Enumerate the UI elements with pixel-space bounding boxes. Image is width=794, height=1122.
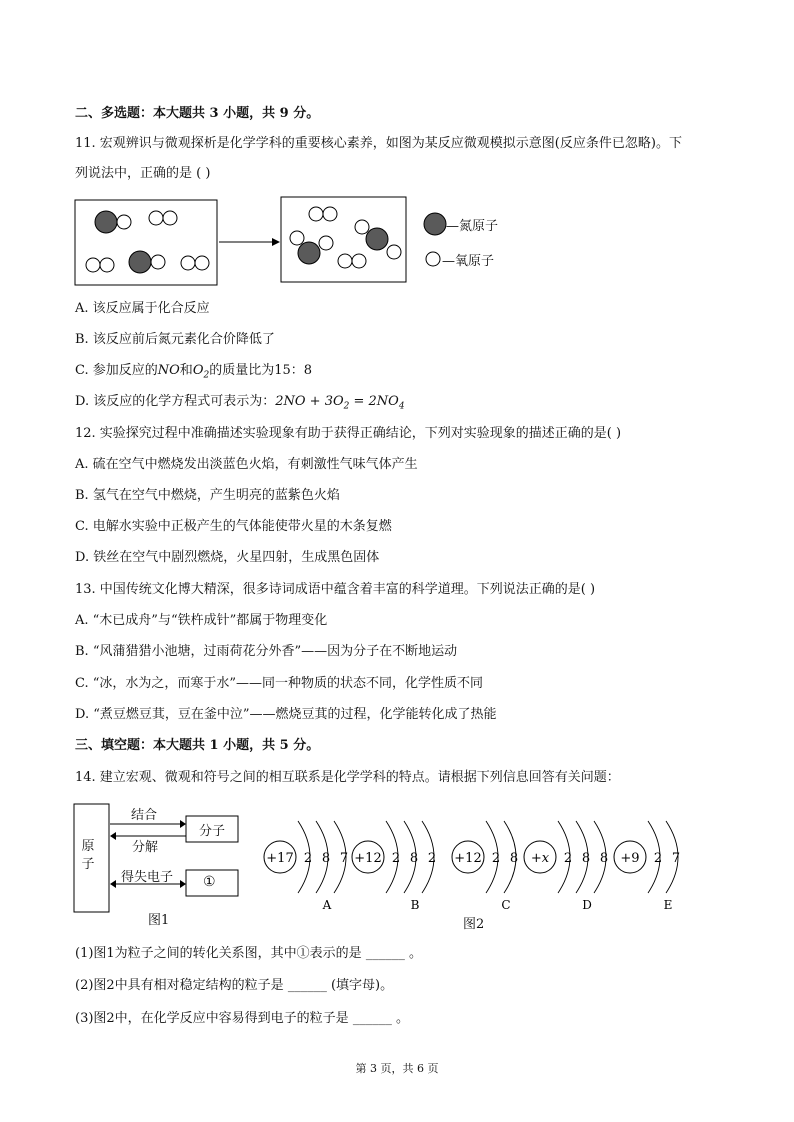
gain-lose-label: 得失电子 xyxy=(121,870,174,885)
nucleus-charge: +x xyxy=(530,851,550,866)
arrow-head xyxy=(272,238,280,246)
molecule-label: 分子 xyxy=(199,824,226,839)
option-d: D. 铁丝在空气中剧烈燃烧，火星四射，生成黑色固体 xyxy=(75,550,380,565)
decompose-label: 分解 xyxy=(132,840,159,855)
option-c: C. 参加反应的NO和$O_2$的质量比为15：8 xyxy=(75,363,313,381)
nucleus-charge: +12 xyxy=(454,851,482,866)
question-stem: 13. 中国传统文化博大精深，很多诗词成语中蕴含着丰富的科学道理。下列说法正确的是( ) xyxy=(75,582,596,597)
particle-letter: A xyxy=(322,898,332,912)
oxygen-atom xyxy=(100,258,114,272)
circled-number: ① xyxy=(203,874,216,890)
oxygen-atom xyxy=(309,207,323,221)
reaction-svg xyxy=(0,195,794,295)
atom-structure-A xyxy=(264,821,348,912)
oxygen-atom xyxy=(290,231,304,245)
oxygen-atom xyxy=(86,258,100,272)
atom-structure-B xyxy=(352,821,436,912)
question-stem: 11. 宏观辨识与微观探析是化学学科的重要核心素养，如图为某反应微观模拟示意图(反应条件已忽略)。下 xyxy=(75,136,682,151)
figure-2-caption: 图2 xyxy=(463,917,485,932)
atom-structure-D xyxy=(524,821,608,912)
oxygen-atom xyxy=(149,211,163,225)
nucleus-charge: +9 xyxy=(620,851,640,866)
nitrogen-atom xyxy=(298,242,320,264)
option-d: D. “煮豆燃豆萁，豆在釜中泣”——燃烧豆萁的过程，化学能转化成了热能 xyxy=(75,707,497,722)
electron-count: 2 xyxy=(427,851,437,866)
before-box xyxy=(75,200,217,285)
electron-count: 8 xyxy=(581,851,591,866)
combine-label: 结合 xyxy=(131,808,158,823)
particle-letter: E xyxy=(663,898,673,912)
sub-question-3: (3)图2中，在化学反应中容易得到电子的粒子是 ______ 。 xyxy=(75,1011,409,1026)
figure-1-caption: 图1 xyxy=(148,913,170,928)
oxygen-atom xyxy=(181,256,195,270)
electron-count: 2 xyxy=(303,851,313,866)
oxygen-atom xyxy=(323,207,337,221)
figure-1-svg xyxy=(70,800,250,920)
atom-label: 原子 xyxy=(81,839,95,872)
nucleus-charge: +17 xyxy=(266,851,294,866)
section-heading: 三、填空题：本大题共 1 小题，共 5 分。 xyxy=(75,738,320,753)
option-b: B. 该反应前后氮元素化合价降低了 xyxy=(75,332,275,347)
option-d: D. 该反应的化学方程式可表示为：$2NO + 3O_2 = 2NO_4$ xyxy=(75,394,405,412)
nitrogen-atom xyxy=(129,251,151,273)
section-heading: 二、多选题：本大题共 3 小题，共 9 分。 xyxy=(75,106,320,121)
oxygen-atom xyxy=(163,211,177,225)
particle-letter: D xyxy=(582,898,592,912)
legend-oxygen-label: —氧原子 xyxy=(442,254,495,269)
electron-count: 8 xyxy=(321,851,331,866)
nucleus-charge: +12 xyxy=(354,851,382,866)
option-a: A. “木已成舟”与“铁杵成针”都属于物理变化 xyxy=(75,613,328,628)
particle-letter: B xyxy=(410,898,420,912)
oxygen-atom xyxy=(117,215,131,229)
question-stem: 12. 实验探究过程中准确描述实验现象有助于获得正确结论，下列对实验现象的描述正确的是( ) xyxy=(75,426,622,441)
oxygen-atom xyxy=(338,254,352,268)
atom-structure-E xyxy=(614,821,680,912)
electron-count: 8 xyxy=(509,851,519,866)
sub-question-1: (1)图1为粒子之间的转化关系图，其中①表示的是 ______ 。 xyxy=(75,946,422,961)
option-c: C. 电解水实验中正极产生的气体能使带火星的木条复燃 xyxy=(75,519,392,534)
page-footer: 第 3 页，共 6 页 xyxy=(355,1062,439,1075)
electron-count: 2 xyxy=(563,851,573,866)
electron-count: 8 xyxy=(409,851,419,866)
electron-count: 7 xyxy=(671,851,681,866)
electron-count: 7 xyxy=(339,851,349,866)
option-c: C. “冰，水为之，而寒于水”——同一种物质的状态不同，化学性质不同 xyxy=(75,676,484,691)
electron-count: 2 xyxy=(491,851,501,866)
oxygen-atom xyxy=(352,254,366,268)
nitrogen-atom xyxy=(366,228,388,250)
oxygen-atom xyxy=(195,256,209,270)
oxygen-atom xyxy=(387,245,401,259)
figure-2-svg xyxy=(250,795,710,925)
particle-letter: C xyxy=(501,898,511,912)
legend-oxygen-icon xyxy=(426,252,440,266)
legend-nitrogen-icon xyxy=(424,213,446,235)
oxygen-atom xyxy=(151,255,165,269)
oxygen-atom xyxy=(355,220,369,234)
electron-count: 2 xyxy=(653,851,663,866)
nitrogen-atom xyxy=(95,211,117,233)
question-stem: 14. 建立宏观、微观和符号之间的相互联系是化学学科的特点。请根据下列信息回答有关问题： xyxy=(75,770,620,785)
atom-structure-C xyxy=(452,821,518,912)
electron-count: 8 xyxy=(599,851,609,866)
option-a: A. 硫在空气中燃烧发出淡蓝色火焰，有刺激性气味气体产生 xyxy=(75,457,418,472)
option-b: B. “风蒲猎猎小池塘，过雨荷花分外香”——因为分子在不断地运动 xyxy=(75,644,458,659)
electron-count: 2 xyxy=(391,851,401,866)
sub-question-2: (2)图2中具有相对稳定结构的粒子是 ______ (填字母)。 xyxy=(75,978,394,993)
option-a: A. 该反应属于化合反应 xyxy=(75,301,210,316)
option-b: B. 氢气在空气中燃烧，产生明亮的蓝紫色火焰 xyxy=(75,488,340,503)
question-stem: 列说法中，正确的是 ( ) xyxy=(75,166,211,181)
oxygen-atom xyxy=(319,236,333,250)
legend-nitrogen-label: —氮原子 xyxy=(446,219,499,234)
